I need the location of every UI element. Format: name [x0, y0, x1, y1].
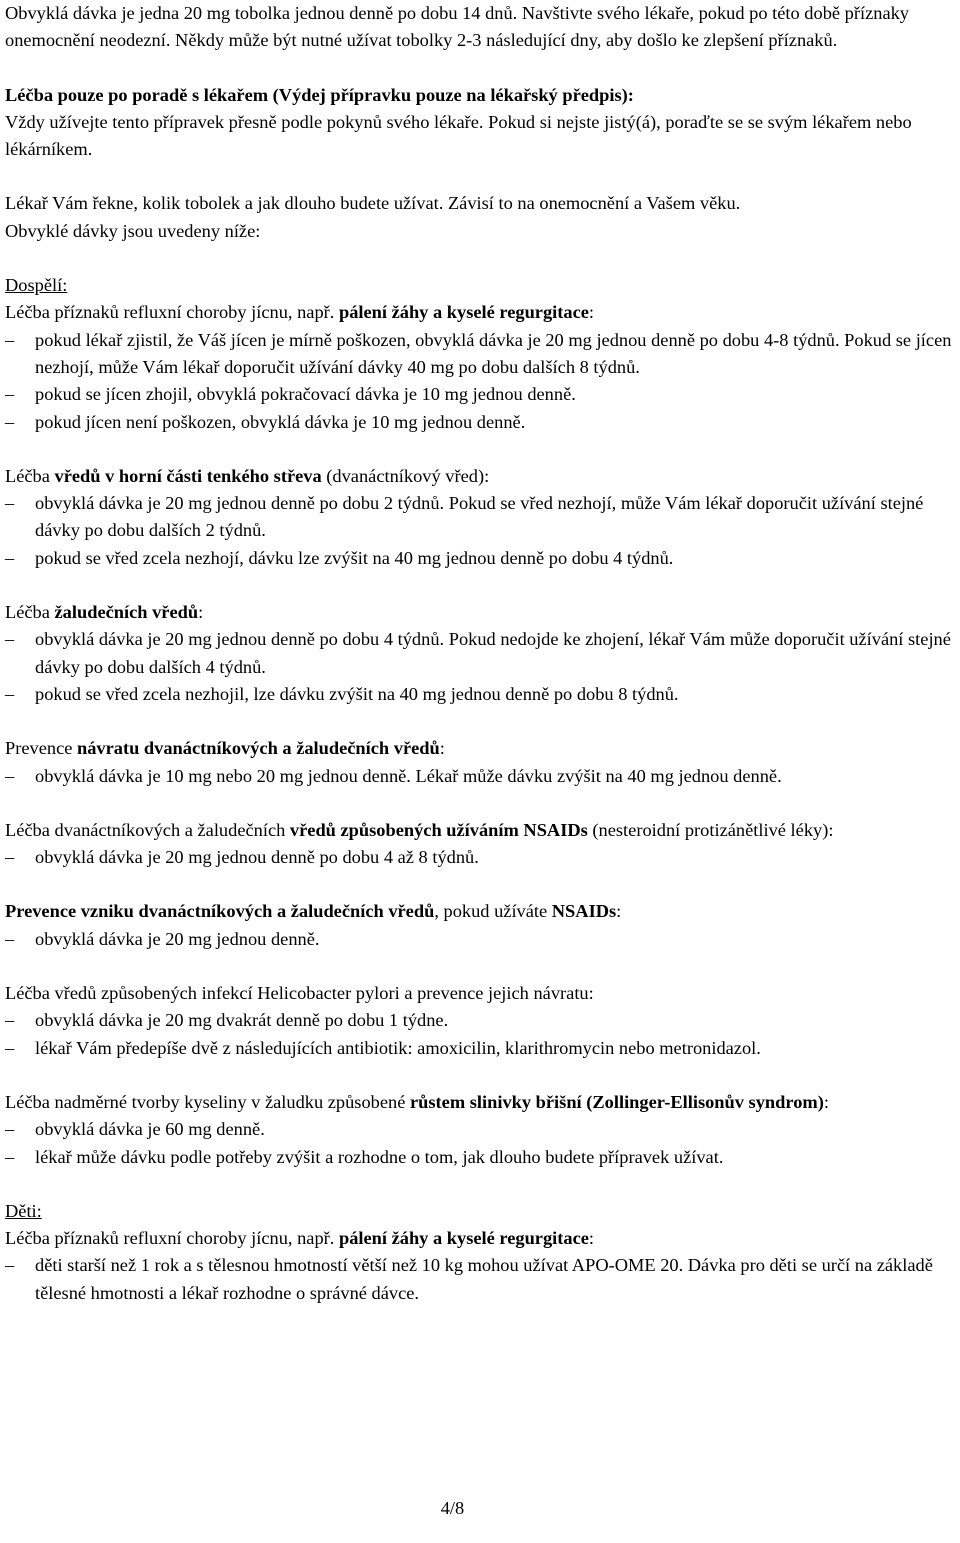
nsaid-treatment-heading-a: Léčba dvanáctníkových a žaludečních [5, 819, 290, 840]
list-item: – pokud se vřed zcela nezhojí, dávku lze zvýšit na 40 mg jednou denně po dobu 4 týdnů. [5, 545, 960, 572]
reflux-heading-a: Léčba příznaků refluxní choroby jícnu, např. [5, 302, 339, 323]
list-item: – pokud se jícen zhojil, obvyklá pokračovací dávka je 10 mg jednou denně. [5, 381, 960, 408]
children-reflux-heading [5, 1225, 960, 1252]
paragraph-usual-dose: Obvyklá dávka je jedna 20 mg tobolka jednou denně po dobu 14 dnů. Navštivte svého lékaře, pokud po této době příznaky onemocnění neodezní. Někdy může být nutné užívat tobolky 2-3 následující dny, aby došlo ke zlepšení příznaků. [5, 3, 909, 51]
usual-doses-text: Obvyklé dávky jsou uvedeny níže: [5, 220, 261, 241]
rx-section [5, 82, 960, 164]
prevention-heading-c: : [439, 738, 445, 759]
nsaid-prevention-heading [5, 898, 960, 925]
list-item: – pokud se vřed zcela nezhojil, lze dávku zvýšit na 40 mg jednou denně po dobu 8 týdnů. [5, 681, 960, 708]
duodenal-heading [5, 463, 960, 490]
children-reflux-heading-a: Léčba příznaků refluxní choroby jícnu, např. [5, 1228, 339, 1249]
list-item: – děti starší než 1 rok a s tělesnou hmotností větší než 10 kg mohou užívat APO-OME 20. Dávka pro děti se určí na základě tělesné hmotnosti a lékař rozhodne o správné dávce. [5, 1252, 960, 1307]
duodenal-heading-b: vředů v horní části tenkého střeva [54, 465, 322, 486]
gastric-heading-c: : [198, 602, 204, 623]
list-item: – lékař může dávku podle potřeby zvýšit a rozhodne o tom, jak dlouho budete přípravek užívat. [5, 1144, 960, 1171]
prevention-heading [5, 735, 960, 762]
children-reflux-list [5, 1252, 960, 1307]
list-item: – obvyklá dávka je 20 mg jednou denně po dobu 4 až 8 týdnů. [5, 844, 960, 871]
list-item: – lékař Vám předepíše dvě z následujících antibiotik: amoxicilin, klarithromycin nebo metronidazol. [5, 1035, 960, 1062]
duodenal-heading-a: Léčba [5, 465, 55, 486]
leaflet-content [5, 0, 960, 1307]
children-reflux-heading-c: : [588, 1228, 595, 1249]
paragraph-doctor [5, 190, 960, 245]
nsaid-treatment-heading-b: vředů způsobených užíváním NSAIDs [289, 819, 588, 840]
reflux-list [5, 327, 960, 436]
nsaid-prevention-heading-d: : [616, 901, 622, 922]
list-item: – obvyklá dávka je 20 mg dvakrát denně po dobu 1 týdne. [5, 1007, 960, 1034]
reflux-heading [5, 299, 960, 326]
gastric-heading-a: Léčba [5, 602, 55, 623]
gastric-heading-b: žaludečních vředů [54, 602, 199, 623]
page-number: 4/8 [440, 1498, 465, 1518]
gastric-list [5, 626, 960, 708]
nsaid-prevention-heading-c: NSAIDs [551, 901, 617, 922]
list-item: – obvyklá dávka je 20 mg jednou denně po dobu 4 týdnů. Pokud nedojde ke zhojení, lékař Vám může doporučit užívání stejné dávky po dobu dalších 4 týdnů. [5, 626, 960, 681]
prevention-list [5, 763, 960, 790]
list-item: – obvyklá dávka je 10 mg nebo 20 mg jednou denně. Lékař může dávku zvýšit na 40 mg jednou denně. [5, 763, 960, 790]
zollinger-heading-b: růstem slinivky břišní (Zollinger-Ellisonův syndrom) [409, 1091, 824, 1112]
list-item: – obvyklá dávka je 20 mg jednou denně. [5, 926, 960, 953]
duodenal-heading-c: (dvanáctníkový vřed): [321, 465, 490, 486]
doctor-text: Lékař Vám řekne, kolik tobolek a jak dlouho budete užívat. Závisí to na onemocnění a Vašem věku. [5, 193, 741, 214]
adults-label: Dospělí: [5, 275, 68, 296]
rx-text: Vždy užívejte tento přípravek přesně podle pokynů svého lékaře. Pokud si nejste jistý(á), poraďte se se svým lékařem nebo lékárníkem. [5, 111, 912, 160]
hpylori-list [5, 1007, 960, 1062]
nsaid-treatment-list [5, 844, 960, 871]
nsaid-prevention-heading-a: Prevence vzniku dvanáctníkových a žaludečních vředů [5, 901, 435, 922]
zollinger-heading-a: Léčba nadměrné tvorby kyseliny v žaludku způsobené [5, 1091, 410, 1112]
nsaid-prevention-list [5, 926, 960, 953]
prevention-heading-a: Prevence [5, 738, 77, 759]
nsaid-prevention-heading-b: , pokud užíváte [434, 901, 552, 922]
list-item: – pokud lékař zjistil, že Váš jícen je mírně poškozen, obvyklá dávka je 20 mg jednou denně po dobu 4-8 týdnů. Pokud se jícen nezhojí, může Vám lékař doporučit užívání dávky 40 mg po dobu dalších 8 týdnů. [5, 327, 960, 382]
zollinger-heading-c: : [823, 1091, 829, 1112]
children-reflux-heading-b: pálení žáhy a kyselé regurgitace [338, 1228, 589, 1249]
hpylori-heading: Léčba vředů způsobených infekcí Helicobacter pylori a prevence jejich návratu: [5, 983, 594, 1004]
nsaid-treatment-heading-c: (nesteroidní protizánětlivé léky): [587, 819, 834, 840]
list-item: – obvyklá dávka je 60 mg denně. [5, 1116, 960, 1143]
zollinger-list [5, 1116, 960, 1171]
zollinger-heading [5, 1089, 960, 1116]
reflux-heading-c: : [588, 302, 595, 323]
reflux-heading-b: pálení žáhy a kyselé regurgitace [338, 302, 589, 323]
rx-heading: Léčba pouze po poradě s lékařem (Výdej přípravku pouze na lékařský předpis): [5, 84, 634, 105]
gastric-heading [5, 599, 960, 626]
list-item: – obvyklá dávka je 20 mg jednou denně po dobu 2 týdnů. Pokud se vřed nezhojí, může Vám lékař doporučit užívání stejné dávky po dobu dalších 2 týdnů. [5, 490, 960, 545]
nsaid-treatment-heading [5, 817, 960, 844]
duodenal-list [5, 490, 960, 572]
prevention-heading-b: návratu dvanáctníkových a žaludečních vředů [77, 738, 440, 759]
list-item: – pokud jícen není poškozen, obvyklá dávka je 10 mg jednou denně. [5, 409, 960, 436]
children-label: Děti: [5, 1200, 42, 1221]
